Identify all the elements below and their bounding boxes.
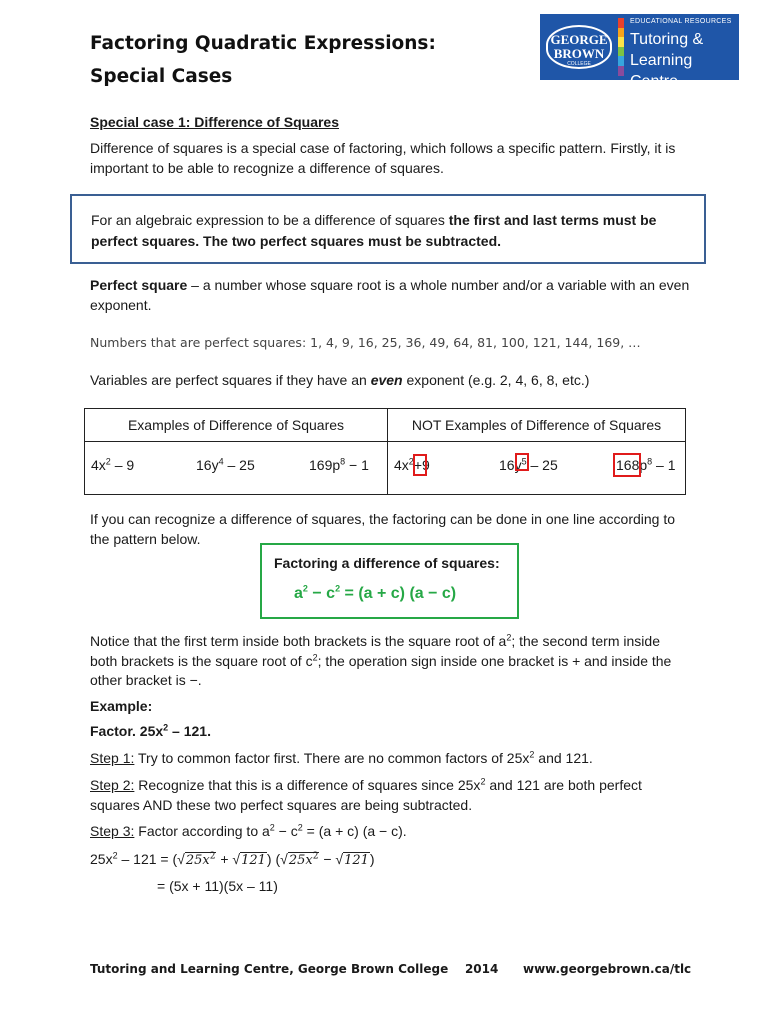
header-examples: Examples of Difference of Squares bbox=[85, 409, 388, 442]
not-example-item: $16y^5 - 25$ bbox=[499, 456, 558, 473]
even-emphasis: even bbox=[370, 372, 403, 388]
highlight-box bbox=[413, 454, 427, 476]
step-1: Step 1: Try to common factor first. There are no common factors of $25x^2$ and 121. bbox=[90, 749, 593, 766]
not-example-item: $168p^8 - 1$ bbox=[616, 456, 676, 473]
footer-left: Tutoring and Learning Centre, George Brown College 2014 bbox=[90, 962, 499, 976]
notice-paragraph: Notice that the first term inside both brackets is the square root of $a^2$; the second term inside both brackets is the square root of $c^2$; the operation sign inside one bracket is + and inside the other bracket is −. bbox=[90, 632, 672, 688]
footer-url: www.georgebrown.ca/tlc bbox=[523, 962, 692, 976]
example-item: $16y^4 - 25$ bbox=[196, 456, 255, 473]
logo-edu-text: EDUCATIONAL RESOURCES bbox=[630, 18, 732, 25]
example-item: $169p^8 - 1$ bbox=[309, 456, 369, 473]
perfect-square-definition bbox=[90, 276, 690, 315]
section-heading: Special case 1: Difference of Squares bbox=[90, 114, 339, 130]
page-subtitle: Special Cases bbox=[90, 66, 233, 87]
example-problem: Factor. $25x^2 - 121$. bbox=[90, 722, 211, 739]
examples-table bbox=[84, 408, 686, 495]
formula-title: Factoring a difference of squares: bbox=[274, 555, 500, 571]
highlight-box bbox=[515, 453, 529, 471]
highlight-box bbox=[613, 453, 641, 477]
work-line-1: $25x^2 - 121 = (√25x^2 + √121) (√25x^2 - √121)$ bbox=[90, 850, 375, 868]
recognize-paragraph: If you can recognize a difference of squares, the factoring can be done in one line according to the pattern below. bbox=[90, 511, 676, 547]
formula-box bbox=[260, 543, 519, 619]
perfect-squares-list: Numbers that are perfect squares: 1, 4, 9, 16, 25, 36, 49, 64, 81, 100, 121, 144, 169, … bbox=[90, 335, 641, 350]
definition-text: For an algebraic expression to be a difference of squares bbox=[91, 212, 449, 228]
tlc-logo bbox=[540, 14, 739, 90]
logo-tlc-text: Tutoring & Learning Centre bbox=[630, 31, 704, 90]
formula: $a^2 - c^2 = (a + c) (a - c)$ bbox=[294, 583, 457, 602]
example-label: Example: bbox=[90, 698, 153, 714]
step-3: Step 3: Factor according to $a^2 - c^2 = (a + c) (a - c)$. bbox=[90, 822, 407, 839]
perfect-square-term: Perfect square bbox=[90, 277, 188, 293]
not-examples-cell bbox=[388, 442, 686, 495]
definition-box bbox=[70, 194, 706, 264]
page-title: Factoring Quadratic Expressions: bbox=[90, 33, 436, 54]
header-not-examples: NOT Examples of Difference of Squares bbox=[388, 409, 686, 442]
george-brown-seal: GEORGE BROWN COLLEGE bbox=[546, 25, 612, 69]
step-2: Step 2: Recognize that this is a difference of squares since $25x^2$ and 121 are both perfect squares AND these two perfect squares are being subtracted. bbox=[90, 776, 642, 813]
perfect-square-text: – a number whose square root is a whole number and/or a variable with an even exponent. bbox=[90, 277, 690, 313]
variables-note: Variables are perfect squares if they have an even exponent (e.g. 2, 4, 6, 8, etc.) bbox=[90, 372, 590, 388]
example-item: $4x^2 - 9$ bbox=[91, 456, 135, 473]
intro-paragraph: Difference of squares is a special case of factoring, which follows a specific pattern. Firstly, it is important to be able to recognize a difference of squares. bbox=[90, 140, 676, 176]
work-line-2: = (5x + 11)(5x – 11) bbox=[157, 878, 278, 894]
definition-rule: the first and last terms must be perfect squares. The two perfect squares must be subtracted. bbox=[91, 212, 657, 249]
not-example-item: $4x^2+9$ bbox=[394, 456, 430, 473]
color-stripes bbox=[618, 18, 624, 76]
examples-cell bbox=[85, 442, 388, 495]
